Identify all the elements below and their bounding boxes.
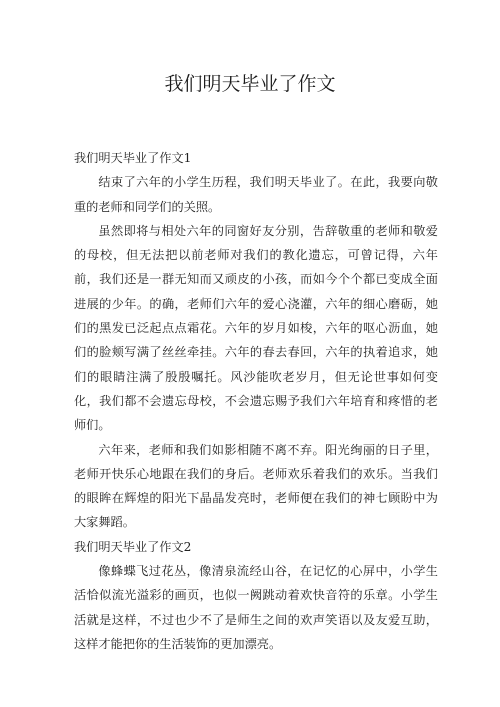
section-heading-2: 我们明天毕业了作文2: [74, 539, 192, 554]
paragraph: 六年来，老师和我们如影相随不离不弃。阳光绚丽的日子里，老师开快乐心地跟在我们的身后。老师欢乐着我们的欢乐。当我们的眼眸在辉煌的阳光下晶晶发亮时，老师便在我们的神七顾盼中为大家舞蹈。: [74, 442, 438, 530]
document-title: 我们明天毕业了作文: [164, 73, 336, 95]
paragraph: 结束了六年的小学生历程，我们明天毕业了。在此，我要向敬重的老师和同学们的关照。: [74, 175, 438, 214]
paragraph: 虽然即将与相处六年的同窗好友分别，告辞敬重的老师和敬爱的母校，但无法把以前老师对我们的教化遗忘，可曾记得，六年前，我们还是一群无知而又顽皮的小孩，而如今个个都已变成全面进展的少年。的确，老师们六年的爱心浇灌，六年的细心磨砺，她们的黑发已泛起点点霜花。六年的岁月如梭，六年的呕心沥血，她们的脸颊写满了丝丝牵挂。六年的春去春回，六年的执着追求，她们的眼睛注满了殷殷嘱托。风沙能吹老岁月，但无论世事如何变化，我们都不会遗忘母校，不会遗忘赐予我们六年培育和疼惜的老师们。: [74, 223, 438, 433]
paragraph: 像蜂蝶飞过花丛，像清泉流经山谷，在记忆的心屏中，小学生活恰似流光溢彩的画页，也似一阙跳动着欢快音符的乐章。小学生活就是这样，不过也少不了是师生之间的欢声笑语以及友爱互助，这样才能把你的生活装饰的更加漂亮。: [74, 564, 438, 651]
section-heading-1: 我们明天毕业了作文1: [74, 151, 192, 165]
document-body: [74, 146, 438, 656]
